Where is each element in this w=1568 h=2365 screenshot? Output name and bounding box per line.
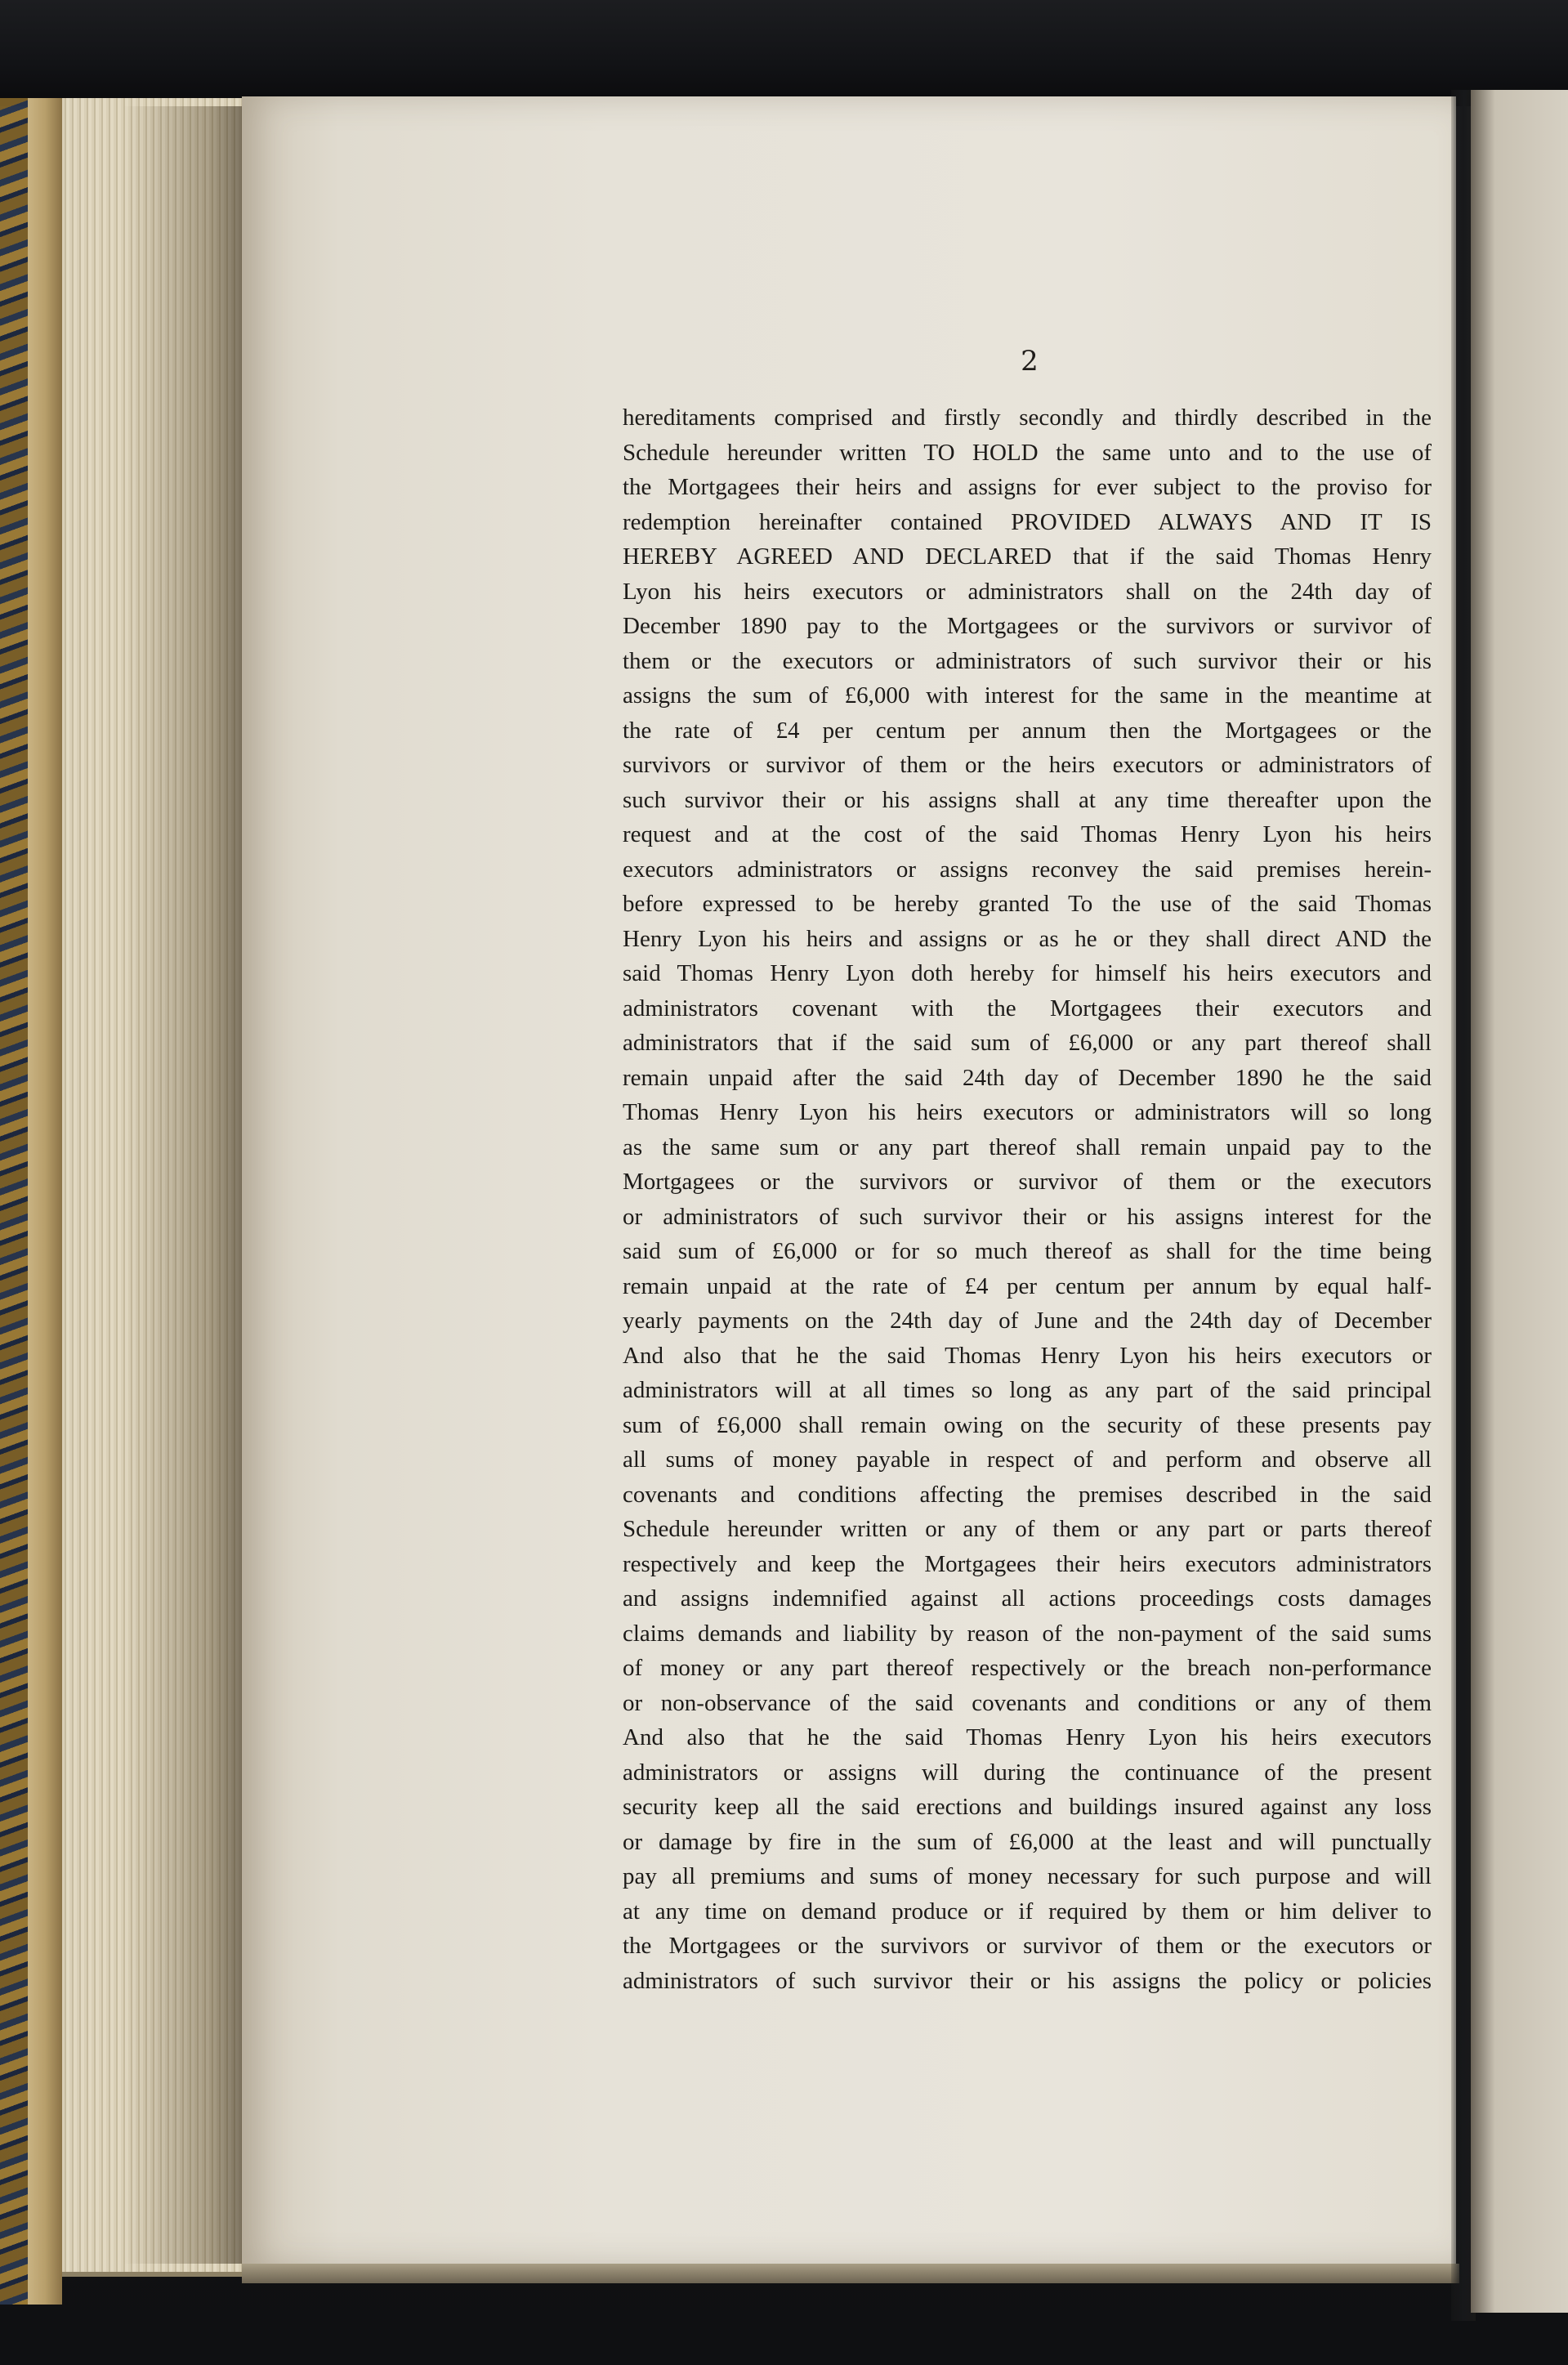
text-line: administrators that if the said sum of £6,000 or any part thereof shall <box>623 1030 1432 1056</box>
text-line: administrators of such survivor their or his assigns the policy or policies <box>623 1967 1432 1994</box>
marbled-board-edge <box>0 98 28 2305</box>
text-line: And also that he the said Thomas Henry Lyon his heirs executors <box>623 1724 1432 1750</box>
text-line: administrators will at all times so long as any part of the said principal <box>623 1377 1432 1403</box>
text-line: remain unpaid at the rate of £4 per centum per annum by equal half- <box>623 1272 1432 1299</box>
text-line: And also that he the said Thomas Henry Lyon his heirs executors or <box>623 1342 1432 1369</box>
board-edge-strip <box>28 98 62 2305</box>
text-line: or damage by fire in the sum of £6,000 at the least and will punctually <box>623 1828 1432 1855</box>
text-line: pay all premiums and sums of money necessary for such purpose and will <box>623 1863 1432 1889</box>
text-line: remain unpaid after the said 24th day of December 1890 he the said <box>623 1064 1432 1091</box>
text-line: at any time on demand produce or if required by them or him deliver to <box>623 1898 1432 1925</box>
page-bottom-edge <box>242 2264 1459 2283</box>
page-stack-shadow <box>123 106 245 2264</box>
page-number: 2 <box>1021 345 1039 378</box>
text-line: administrators covenant with the Mortgagees their executors and <box>623 995 1432 1022</box>
text-line: survivors or survivor of them or the heirs executors or administrators of <box>623 752 1432 778</box>
text-line: HEREBY AGREED AND DECLARED that if the said Thomas Henry <box>623 543 1432 570</box>
text-line: all sums of money payable in respect of and perform and observe all <box>623 1446 1432 1473</box>
text-line: yearly payments on the 24th day of June and the 24th day of December <box>623 1308 1432 1334</box>
text-line: the rate of £4 per centum per annum then the Mortgagees or the <box>623 717 1432 744</box>
text-line: such survivor their or his assigns shall at any time thereafter upon the <box>623 786 1432 813</box>
text-line: redemption hereinafter contained PROVIDED ALWAYS AND IT IS <box>623 508 1432 535</box>
text-line: and assigns indemnified against all actions proceedings costs damages <box>623 1585 1432 1612</box>
text-line: Schedule hereunder written TO HOLD the same unto and to the use of <box>623 439 1432 466</box>
text-line: Henry Lyon his heirs and assigns or as he or they shall direct AND the <box>623 925 1432 952</box>
text-line: said Thomas Henry Lyon doth hereby for himself his heirs executors and <box>623 960 1432 986</box>
text-line: the Mortgagees or the survivors or survivor of them or the executors or <box>623 1933 1432 1959</box>
text-line: or non-observance of the said covenants and conditions or any of them <box>623 1689 1432 1716</box>
text-line: administrators or assigns will during the continuance of the present <box>623 1759 1432 1786</box>
text-line: security keep all the said erections and buildings insured against any loss <box>623 1794 1432 1820</box>
text-line: December 1890 pay to the Mortgagees or the survivors or survivor of <box>623 613 1432 639</box>
facing-page-edge <box>1471 90 1568 2313</box>
body-text <box>623 400 1432 1998</box>
text-line: Schedule hereunder written or any of them or any part or parts thereof <box>623 1516 1432 1542</box>
book-cover-top <box>0 0 1568 106</box>
text-line: sum of £6,000 shall remain owing on the security of these presents pay <box>623 1411 1432 1438</box>
text-line: Mortgagees or the survivors or survivor of them or the executors <box>623 1169 1432 1195</box>
text-line: Thomas Henry Lyon his heirs executors or administrators will so long <box>623 1099 1432 1125</box>
text-line: request and at the cost of the said Thomas Henry Lyon his heirs <box>623 821 1432 847</box>
text-line: covenants and conditions affecting the premises described in the said <box>623 1481 1432 1508</box>
text-line: them or the executors or administrators of such survivor their or his <box>623 647 1432 674</box>
text-line: as the same sum or any part thereof shall remain unpaid pay to the <box>623 1133 1432 1160</box>
text-line: Lyon his heirs executors or administrators shall on the 24th day of <box>623 578 1432 605</box>
text-line: before expressed to be hereby granted To the use of the said Thomas <box>623 891 1432 917</box>
text-line: claims demands and liability by reason of the non-payment of the said sums <box>623 1620 1432 1647</box>
text-line: of money or any part thereof respectively or the breach non-performance <box>623 1655 1432 1681</box>
text-line: executors administrators or assigns reconvey the said premises herein- <box>623 856 1432 883</box>
text-line: or administrators of such survivor their or his assigns interest for the <box>623 1203 1432 1230</box>
text-line: assigns the sum of £6,000 with interest for the same in the meantime at <box>623 682 1432 709</box>
text-line: said sum of £6,000 or for so much thereof as shall for the time being <box>623 1238 1432 1264</box>
text-line: respectively and keep the Mortgagees their heirs executors administrators <box>623 1550 1432 1577</box>
text-line: the Mortgagees their heirs and assigns for ever subject to the proviso for <box>623 474 1432 500</box>
text-line: hereditaments comprised and firstly secondly and thirdly described in the <box>623 405 1432 431</box>
